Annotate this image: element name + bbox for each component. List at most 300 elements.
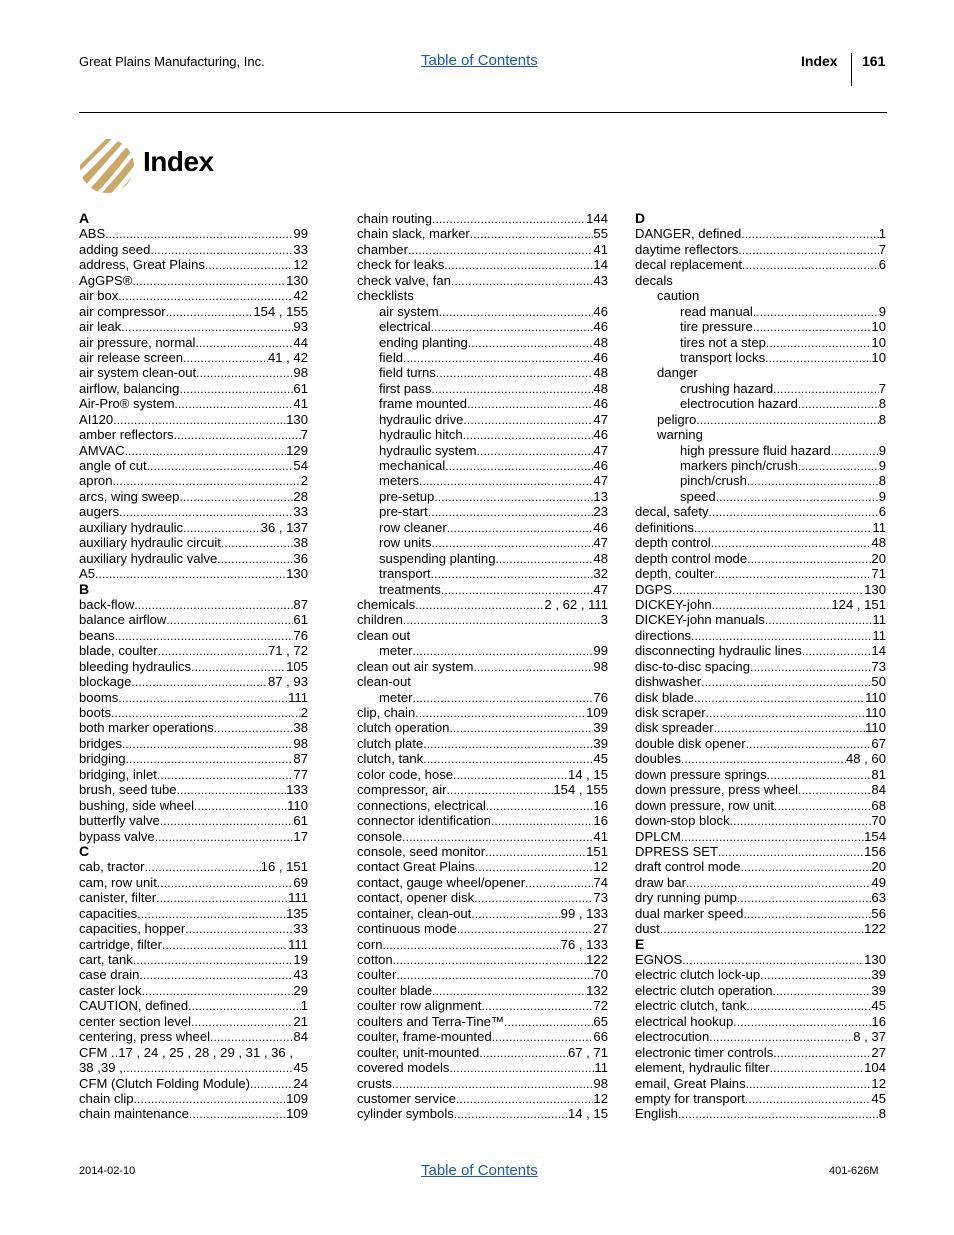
index-entry[interactable]	[79, 551, 308, 566]
index-page-refs[interactable]: 8	[878, 473, 886, 489]
index-entry[interactable]	[79, 597, 308, 612]
index-entry[interactable]	[635, 844, 886, 859]
index-entry[interactable]	[635, 1029, 886, 1044]
index-entry[interactable]	[79, 937, 308, 952]
index-page-refs[interactable]: 12	[293, 257, 308, 273]
index-page-refs[interactable]: 55	[593, 226, 608, 242]
index-entry[interactable]	[79, 875, 308, 890]
index-page-refs[interactable]: 23	[593, 504, 608, 520]
index-page-refs[interactable]: 12	[593, 1090, 608, 1106]
index-page-refs[interactable]: 10	[871, 334, 886, 350]
index-entry[interactable]	[79, 674, 308, 689]
index-page-refs[interactable]: 48	[593, 380, 608, 396]
index-page-refs[interactable]: 33	[293, 241, 308, 257]
index-page-refs[interactable]: 84	[871, 782, 886, 798]
index-page-refs[interactable]: 24	[293, 1075, 308, 1091]
index-entry[interactable]	[79, 335, 308, 350]
index-entry[interactable]	[79, 612, 308, 627]
index-entry[interactable]	[635, 674, 886, 689]
index-entry[interactable]	[79, 890, 308, 905]
index-page-refs[interactable]: 76	[293, 627, 308, 643]
index-entry[interactable]	[79, 273, 308, 288]
index-page-refs[interactable]: 45	[871, 1090, 886, 1106]
index-page-refs[interactable]: 111	[288, 936, 308, 952]
index-page-refs[interactable]: 27	[871, 1044, 886, 1060]
index-entry[interactable]	[635, 396, 886, 411]
index-page-refs[interactable]: 9	[878, 442, 886, 458]
index-page-refs[interactable]: 11	[872, 612, 886, 628]
index-page-refs[interactable]: 130	[864, 952, 886, 967]
index-page-refs[interactable]: 11	[872, 627, 886, 643]
index-entry[interactable]	[357, 443, 608, 458]
index-page-refs[interactable]: 71 , 72	[267, 643, 308, 659]
index-page-refs[interactable]: 45	[293, 1060, 308, 1076]
index-entry[interactable]	[79, 983, 308, 998]
index-entry[interactable]	[635, 381, 886, 396]
index-page-refs[interactable]: 7	[878, 380, 886, 396]
index-entry[interactable]	[79, 859, 308, 874]
index-page-refs[interactable]: 98	[293, 735, 308, 751]
index-page-refs[interactable]: 99	[293, 226, 308, 242]
index-entry[interactable]	[635, 1076, 886, 1091]
index-entry[interactable]	[357, 1106, 608, 1121]
index-entry[interactable]	[635, 597, 886, 612]
index-entry[interactable]	[357, 798, 608, 813]
index-entry[interactable]	[635, 551, 886, 566]
index-entry[interactable]	[79, 1060, 308, 1075]
index-entry[interactable]	[357, 1091, 608, 1106]
index-page-refs[interactable]: 8	[878, 411, 886, 427]
index-page-refs[interactable]: 27	[593, 921, 608, 937]
header-toc-link[interactable]: Table of Contents	[421, 52, 538, 69]
index-entry[interactable]	[79, 720, 308, 735]
index-entry[interactable]	[79, 365, 308, 380]
index-entry[interactable]	[357, 1014, 608, 1029]
index-page-refs[interactable]: 77	[293, 766, 308, 782]
index-entry[interactable]	[635, 782, 886, 797]
index-entry[interactable]	[635, 890, 886, 905]
index-page-refs[interactable]: 133	[286, 782, 308, 798]
index-entry[interactable]	[635, 350, 886, 365]
index-entry[interactable]	[79, 242, 308, 257]
index-entry[interactable]	[79, 458, 308, 473]
index-page-refs[interactable]: 20	[871, 859, 886, 875]
index-entry[interactable]	[357, 365, 608, 380]
index-entry[interactable]	[635, 226, 886, 241]
index-entry[interactable]	[635, 720, 886, 735]
index-entry[interactable]	[357, 582, 608, 597]
index-page-refs[interactable]: 132	[586, 982, 608, 998]
index-page-refs[interactable]: 129	[286, 442, 308, 458]
index-entry[interactable]	[357, 844, 608, 859]
index-entry[interactable]	[635, 458, 886, 473]
index-page-refs[interactable]: 12	[871, 1075, 886, 1091]
index-entry[interactable]	[635, 906, 886, 921]
index-page-refs[interactable]: 71	[871, 566, 886, 582]
index-page-refs[interactable]: 105	[286, 658, 308, 674]
index-page-refs[interactable]: 46	[593, 427, 608, 443]
index-entry[interactable]	[79, 412, 308, 427]
index-page-refs[interactable]: 47	[593, 535, 608, 551]
index-entry[interactable]	[357, 396, 608, 411]
index-page-refs[interactable]: 46	[593, 319, 608, 335]
index-entry[interactable]	[635, 1060, 886, 1075]
index-page-refs[interactable]: 45	[593, 751, 608, 767]
index-page-refs[interactable]: 44	[293, 334, 308, 350]
index-entry[interactable]	[79, 520, 308, 535]
index-entry[interactable]	[79, 1076, 308, 1091]
index-page-refs[interactable]: 6	[878, 504, 886, 520]
index-page-refs[interactable]: 87	[293, 596, 308, 612]
index-entry[interactable]	[357, 937, 608, 952]
index-entry[interactable]	[635, 983, 886, 998]
index-page-refs[interactable]: 39	[593, 720, 608, 736]
index-page-refs[interactable]: 74	[593, 874, 608, 890]
index-page-refs[interactable]: 110	[287, 797, 308, 813]
index-page-refs[interactable]: 130	[286, 272, 308, 288]
index-page-refs[interactable]: 50	[871, 674, 886, 690]
index-page-refs[interactable]: 42	[293, 288, 308, 304]
index-page-refs[interactable]: 122	[586, 952, 608, 967]
index-entry[interactable]	[357, 473, 608, 488]
index-entry[interactable]	[79, 813, 308, 828]
index-entry[interactable]	[635, 813, 886, 828]
index-entry[interactable]	[79, 350, 308, 365]
index-entry[interactable]	[79, 798, 308, 813]
index-entry[interactable]	[357, 427, 608, 442]
index-page-refs[interactable]: 48	[593, 550, 608, 566]
index-entry[interactable]	[357, 983, 608, 998]
index-page-refs[interactable]: 70	[871, 813, 886, 829]
index-page-refs[interactable]: 46	[593, 396, 608, 412]
index-page-refs[interactable]: 7	[300, 427, 308, 443]
index-page-refs[interactable]: 68	[871, 797, 886, 813]
index-entry[interactable]	[635, 1106, 886, 1121]
index-entry[interactable]	[357, 906, 608, 921]
index-entry[interactable]	[357, 643, 608, 658]
index-page-refs[interactable]: 1	[878, 226, 886, 242]
index-page-refs[interactable]: 17	[293, 828, 308, 844]
index-page-refs[interactable]: 41	[593, 828, 608, 844]
index-entry[interactable]	[635, 319, 886, 334]
index-entry[interactable]	[635, 705, 886, 720]
index-entry[interactable]	[79, 751, 308, 766]
index-page-refs[interactable]: 98	[293, 365, 308, 381]
index-page-refs[interactable]: 99	[593, 643, 608, 659]
index-page-refs[interactable]: 39	[593, 735, 608, 751]
index-page-refs[interactable]: 65	[593, 1013, 608, 1029]
index-entry[interactable]	[357, 705, 608, 720]
index-page-refs[interactable]: 98	[593, 1075, 608, 1091]
index-entry[interactable]	[79, 921, 308, 936]
index-entry[interactable]	[635, 242, 886, 257]
index-page-refs[interactable]: 12	[593, 859, 608, 875]
index-page-refs[interactable]: 9	[878, 303, 886, 319]
index-page-refs[interactable]: 16	[593, 813, 608, 829]
index-entry[interactable]	[79, 967, 308, 982]
index-page-refs[interactable]: 9	[878, 488, 886, 504]
index-page-refs[interactable]: 38	[293, 720, 308, 736]
index-page-refs[interactable]: 109	[286, 1090, 308, 1106]
index-page-refs[interactable]: 1	[300, 998, 308, 1014]
index-page-refs[interactable]: 3	[600, 612, 608, 628]
index-entry[interactable]	[357, 782, 608, 797]
index-page-refs[interactable]: 154	[864, 828, 886, 844]
index-entry[interactable]	[357, 859, 608, 874]
index-page-refs[interactable]: 38	[293, 535, 308, 551]
index-page-refs[interactable]: 19	[293, 952, 308, 967]
index-entry[interactable]	[357, 829, 608, 844]
index-page-refs[interactable]: 130	[286, 411, 308, 427]
index-entry[interactable]	[635, 566, 886, 581]
index-entry[interactable]	[635, 628, 886, 643]
index-page-refs[interactable]: 29	[293, 982, 308, 998]
index-page-refs[interactable]: 11	[872, 519, 886, 535]
index-entry[interactable]	[79, 782, 308, 797]
index-entry[interactable]	[357, 1029, 608, 1044]
index-page-refs[interactable]: 43	[293, 967, 308, 983]
index-page-refs[interactable]: 61	[293, 612, 308, 628]
index-entry[interactable]	[635, 967, 886, 982]
index-entry[interactable]	[79, 690, 308, 705]
index-page-refs[interactable]: 14 , 15	[567, 1106, 608, 1122]
index-entry[interactable]	[635, 859, 886, 874]
index-page-refs[interactable]: 144	[586, 211, 608, 226]
index-page-refs[interactable]: 14	[593, 257, 608, 273]
index-entry[interactable]	[635, 443, 886, 458]
index-page-refs[interactable]: 87	[293, 751, 308, 767]
index-entry[interactable]	[635, 612, 886, 627]
index-page-refs[interactable]: 130	[286, 566, 308, 582]
index-page-refs[interactable]: 151	[586, 843, 608, 859]
index-entry[interactable]	[357, 767, 608, 782]
index-page-refs[interactable]: 76 , 133	[560, 936, 608, 952]
index-entry[interactable]	[357, 412, 608, 427]
index-page-refs[interactable]: 46	[593, 458, 608, 473]
index-entry[interactable]	[635, 520, 886, 535]
index-entry[interactable]	[357, 813, 608, 828]
index-page-refs[interactable]: 36	[293, 550, 308, 566]
index-entry[interactable]	[79, 257, 308, 272]
index-page-refs[interactable]: 6	[878, 257, 886, 273]
index-entry[interactable]	[635, 582, 886, 597]
index-entry[interactable]	[79, 427, 308, 442]
index-entry[interactable]	[635, 921, 886, 936]
index-page-refs[interactable]: 45	[871, 998, 886, 1014]
index-entry[interactable]	[635, 798, 886, 813]
index-entry[interactable]	[79, 829, 308, 844]
index-page-refs[interactable]: 16 , 151	[260, 859, 308, 875]
index-page-refs[interactable]: 110	[865, 720, 886, 736]
index-page-refs[interactable]: 73	[871, 658, 886, 674]
index-page-refs[interactable]: 122	[864, 921, 886, 937]
index-page-refs[interactable]: 39	[871, 967, 886, 983]
index-entry[interactable]	[79, 643, 308, 658]
index-entry[interactable]	[357, 350, 608, 365]
index-entry[interactable]	[357, 690, 608, 705]
index-entry[interactable]	[357, 551, 608, 566]
index-entry[interactable]	[357, 535, 608, 550]
index-entry[interactable]	[357, 381, 608, 396]
index-page-refs[interactable]: 2	[300, 705, 308, 720]
index-page-refs[interactable]: 33	[293, 921, 308, 937]
index-page-refs[interactable]: 130	[864, 581, 886, 597]
index-page-refs[interactable]: 99 , 133	[560, 905, 608, 921]
index-page-refs[interactable]: 21	[293, 1013, 308, 1029]
index-entry[interactable]	[635, 643, 886, 658]
index-page-refs[interactable]: 46	[593, 519, 608, 535]
index-page-refs[interactable]: 2	[300, 473, 308, 489]
index-entry[interactable]	[357, 304, 608, 319]
index-entry[interactable]	[357, 890, 608, 905]
index-page-refs[interactable]: 70	[593, 967, 608, 983]
index-entry[interactable]	[357, 952, 608, 967]
index-page-refs[interactable]: 154 , 155	[253, 303, 308, 319]
index-page-refs[interactable]: 47	[593, 473, 608, 489]
index-page-refs[interactable]: 33	[293, 504, 308, 520]
index-page-refs[interactable]: 73	[593, 890, 608, 906]
index-page-refs[interactable]: 154 , 155	[553, 782, 608, 798]
index-entry[interactable]	[635, 304, 886, 319]
index-entry[interactable]	[357, 257, 608, 272]
index-entry[interactable]	[79, 226, 308, 241]
index-entry[interactable]	[357, 319, 608, 334]
index-page-refs[interactable]: 14	[871, 643, 886, 659]
index-entry[interactable]	[79, 504, 308, 519]
index-page-refs[interactable]: 48	[871, 535, 886, 551]
index-entry[interactable]	[79, 767, 308, 782]
index-page-refs[interactable]: 110	[865, 705, 886, 720]
index-page-refs[interactable]: 61	[293, 380, 308, 396]
index-page-refs[interactable]: 9	[878, 458, 886, 473]
index-page-refs[interactable]: 16	[593, 797, 608, 813]
index-page-refs[interactable]: 46	[593, 349, 608, 365]
index-entry[interactable]	[79, 489, 308, 504]
index-page-refs[interactable]: 47	[593, 581, 608, 597]
index-page-refs[interactable]: 13	[593, 488, 608, 504]
index-page-refs[interactable]: 54	[293, 458, 308, 473]
index-entry[interactable]	[635, 257, 886, 272]
index-entry[interactable]	[357, 1076, 608, 1091]
index-page-refs[interactable]: 43	[593, 272, 608, 288]
index-page-refs[interactable]: 49	[871, 874, 886, 890]
index-entry[interactable]	[635, 504, 886, 519]
index-entry[interactable]	[635, 1045, 886, 1060]
index-entry[interactable]	[357, 1060, 608, 1075]
index-entry[interactable]	[357, 875, 608, 890]
index-page-refs[interactable]: 135	[286, 905, 308, 921]
index-page-refs[interactable]: 67 , 71	[567, 1044, 608, 1060]
index-entry[interactable]	[357, 1045, 608, 1060]
index-page-refs[interactable]: 98	[593, 658, 608, 674]
index-entry[interactable]	[357, 211, 608, 226]
index-page-refs[interactable]: 10	[871, 349, 886, 365]
index-entry[interactable]	[357, 273, 608, 288]
index-entry[interactable]	[79, 1029, 308, 1044]
index-page-refs[interactable]: 41 , 42	[267, 349, 308, 365]
index-entry[interactable]	[635, 998, 886, 1013]
index-page-refs[interactable]: 110	[865, 689, 886, 705]
index-page-refs[interactable]: 61	[293, 813, 308, 829]
index-page-refs[interactable]: 14 , 15	[567, 766, 608, 782]
index-entry[interactable]	[635, 1091, 886, 1106]
index-entry[interactable]	[357, 612, 608, 627]
index-page-refs[interactable]: 109	[286, 1106, 308, 1122]
index-page-refs[interactable]: 48	[593, 334, 608, 350]
index-page-refs[interactable]: 67	[871, 735, 886, 751]
index-entry[interactable]	[79, 705, 308, 720]
index-page-refs[interactable]: 7	[878, 241, 886, 257]
index-entry[interactable]	[635, 952, 886, 967]
index-page-refs[interactable]: 69	[293, 874, 308, 890]
index-entry[interactable]	[635, 736, 886, 751]
index-entry[interactable]	[79, 473, 308, 488]
index-entry[interactable]	[79, 535, 308, 550]
index-entry[interactable]	[635, 335, 886, 350]
index-page-refs[interactable]: 56	[871, 905, 886, 921]
index-entry[interactable]	[79, 1014, 308, 1029]
index-page-refs[interactable]: 32	[593, 566, 608, 582]
index-page-refs[interactable]: 104	[864, 1060, 886, 1076]
index-entry[interactable]	[635, 535, 886, 550]
index-entry[interactable]	[635, 659, 886, 674]
index-page-refs[interactable]: 39	[871, 982, 886, 998]
index-entry[interactable]	[79, 906, 308, 921]
index-entry[interactable]	[357, 335, 608, 350]
index-page-refs[interactable]: 11	[594, 1060, 608, 1076]
index-page-refs[interactable]: 109	[586, 705, 608, 720]
index-entry[interactable]	[635, 767, 886, 782]
index-page-refs[interactable]: 28	[293, 488, 308, 504]
index-page-refs[interactable]: 81	[871, 766, 886, 782]
index-page-refs[interactable]: 66	[593, 1029, 608, 1045]
index-entry[interactable]	[357, 504, 608, 519]
index-page-refs[interactable]: 20	[871, 550, 886, 566]
index-entry[interactable]	[357, 967, 608, 982]
index-page-refs[interactable]: 8	[878, 1106, 886, 1122]
index-entry[interactable]	[635, 489, 886, 504]
index-page-refs[interactable]: 84	[293, 1029, 308, 1045]
index-page-refs[interactable]: 16	[871, 1013, 886, 1029]
index-page-refs[interactable]: 46	[593, 303, 608, 319]
index-entry[interactable]	[357, 659, 608, 674]
index-entry[interactable]	[357, 566, 608, 581]
index-entry[interactable]	[357, 736, 608, 751]
index-entry[interactable]	[79, 319, 308, 334]
index-page-refs[interactable]: 8 , 37	[853, 1029, 886, 1045]
index-entry[interactable]	[79, 396, 308, 411]
index-page-refs[interactable]: 8	[878, 396, 886, 412]
index-page-refs[interactable]: 124 , 151	[831, 596, 886, 612]
index-page-refs[interactable]: 36 , 137	[260, 519, 308, 535]
index-entry[interactable]	[635, 473, 886, 488]
index-page-refs[interactable]: 48	[593, 365, 608, 381]
index-page-refs[interactable]: 47	[593, 411, 608, 427]
index-entry[interactable]	[79, 952, 308, 967]
index-entry[interactable]	[357, 720, 608, 735]
index-page-refs[interactable]: 76	[593, 689, 608, 705]
index-entry[interactable]	[357, 921, 608, 936]
index-entry[interactable]	[79, 381, 308, 396]
index-entry[interactable]	[357, 751, 608, 766]
index-entry[interactable]	[357, 458, 608, 473]
index-page-refs[interactable]: 63	[871, 890, 886, 906]
index-page-refs[interactable]: 111	[288, 890, 308, 906]
index-page-refs[interactable]: 41	[293, 396, 308, 412]
index-entry[interactable]	[79, 1106, 308, 1121]
index-entry[interactable]	[79, 566, 308, 581]
index-page-refs[interactable]: 93	[293, 319, 308, 335]
